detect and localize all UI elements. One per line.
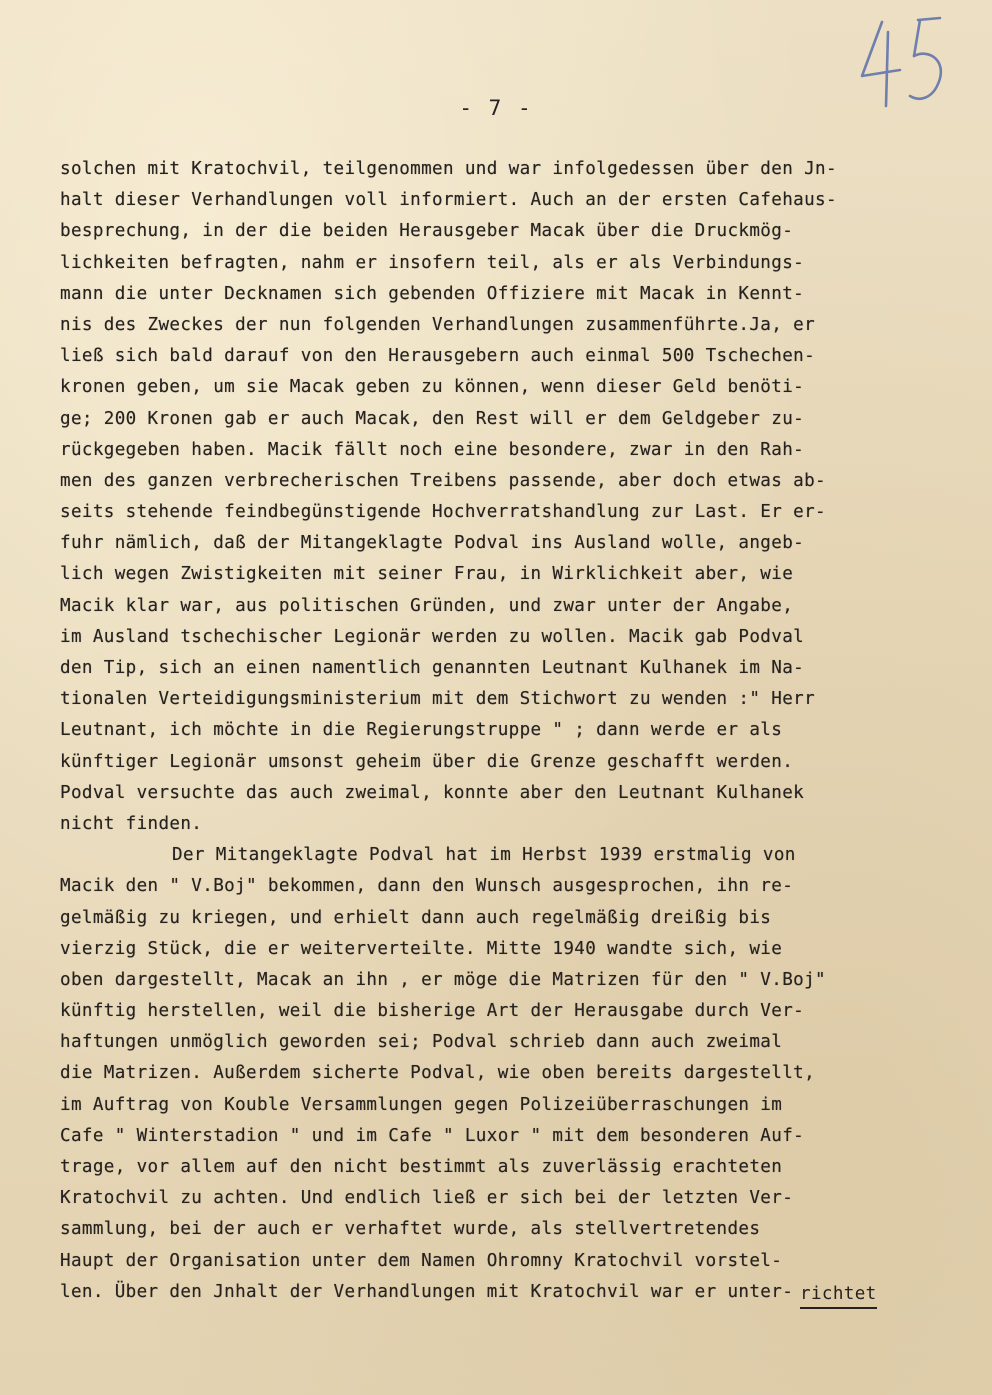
- text-line: Haupt der Organisation unter dem Namen Ohromny Kratochvil vorstel-: [60, 1250, 783, 1271]
- text-line: mann die unter Decknamen sich gebenden Offiziere mit Macak in Kennt-: [60, 283, 805, 304]
- text-line: sammlung, bei der auch er verhaftet wurde, als stellvertretendes: [60, 1219, 761, 1240]
- page-number: - 7 -: [459, 96, 533, 120]
- text-line: Macik den " V.Boj" bekommen, dann den Wunsch ausgesprochen, ihn re-: [60, 876, 794, 897]
- text-line: den Tip, sich an einen namentlich genannten Leutnant Kulhanek im Na-: [60, 658, 805, 678]
- text-line: lichkeiten befragten, nahm er insofern teil, als er als Verbindungs-: [60, 252, 805, 273]
- text-line: len. Über den Jnhalt der Verhandlungen mit Kratochvil war er unter-: [60, 1281, 794, 1302]
- text-line: trage, vor allem auf den nicht bestimmt als zuverlässig erachteten: [60, 1157, 783, 1177]
- text-line: Cafe " Winterstadion " und im Cafe " Luxor " mit dem besonderen Auf-: [60, 1125, 805, 1146]
- text-line: im Ausland tschechischer Legionär werden zu wollen. Macik gab Podval: [60, 626, 805, 647]
- text-line: ge; 200 Kronen gab er auch Macak, den Rest will er dem Geldgeber zu-: [60, 408, 805, 429]
- text-line: Macik klar war, aus politischen Gründen, und zwar unter der Angabe,: [60, 595, 794, 616]
- text-line: kronen geben, um sie Macak geben zu können, wenn dieser Geld benöti-: [60, 377, 805, 398]
- text-line: fuhr nämlich, daß der Mitangeklagte Podval ins Ausland wolle, angeb-: [60, 533, 805, 554]
- text-line: ließ sich bald darauf von den Herausgebern auch einmal 500 Tschechen-: [60, 346, 816, 367]
- text-line: tionalen Verteidigungsministerium mit dem Stichwort zu wenden :" Herr: [60, 689, 816, 710]
- text-line: nicht finden.: [60, 813, 203, 834]
- paragraph-start-line: Der Mitangeklagte Podval hat im Herbst 1939 erstmalig von: [172, 845, 796, 866]
- text-line: nis des Zweckes der nun folgenden Verhandlungen zusammenführte.Ja, er: [60, 314, 816, 335]
- text-line: Kratochvil zu achten. Und endlich ließ er sich bei der letzten Ver-: [60, 1188, 794, 1209]
- text-line: im Auftrag von Kouble Versammlungen gegen Polizeiüberraschungen im: [60, 1094, 783, 1115]
- text-line: haftungen unmöglich geworden sei; Podval schrieb dann auch zweimal: [60, 1032, 783, 1053]
- text-line: men des ganzen verbrecherischen Treibens passende, aber doch etwas ab-: [60, 470, 826, 491]
- text-line: solchen mit Kratochvil, teilgenommen und war infolgedessen über den Jn-: [60, 159, 837, 179]
- text-line: künftiger Legionär umsonst geheim über die Grenze geschafft werden.: [60, 751, 794, 772]
- text-line: Leutnant, ich möchte in die Regierungstruppe " ; dann werde er als: [60, 720, 783, 741]
- text-line: vierzig Stück, die er weiterverteilte. Mitte 1940 wandte sich, wie: [60, 938, 783, 959]
- text-line: künftig herstellen, weil die bisherige Art der Herausgabe durch Ver-: [60, 1001, 805, 1022]
- document-body: [60, 154, 960, 1308]
- text-line: rückgegeben haben. Macik fällt noch eine besondere, zwar in den Rah-: [60, 439, 805, 460]
- text-line: lich wegen Zwistigkeiten mit seiner Frau, in Wirklichkeit aber, wie: [60, 564, 794, 585]
- text-line: Podval versuchte das auch zweimal, konnte aber den Leutnant Kulhanek: [60, 782, 805, 803]
- text-line: besprechung, in der die beiden Herausgeber Macak über die Druckmög-: [60, 221, 794, 242]
- catchword: richtet: [800, 1282, 877, 1309]
- text-line: halt dieser Verhandlungen voll informiert. Auch an der ersten Cafehaus-: [60, 190, 837, 211]
- text-line: seits stehende feindbegünstigende Hochverratshandlung zur Last. Er er-: [60, 502, 826, 523]
- text-line: die Matrizen. Außerdem sicherte Podval, wie oben bereits dargestellt,: [60, 1063, 816, 1084]
- text-line: oben dargestellt, Macak an ihn , er möge die Matrizen für den " V.Boj": [60, 969, 826, 990]
- text-line: gelmäßig zu kriegen, und erhielt dann auch regelmäßig dreißig bis: [60, 907, 772, 928]
